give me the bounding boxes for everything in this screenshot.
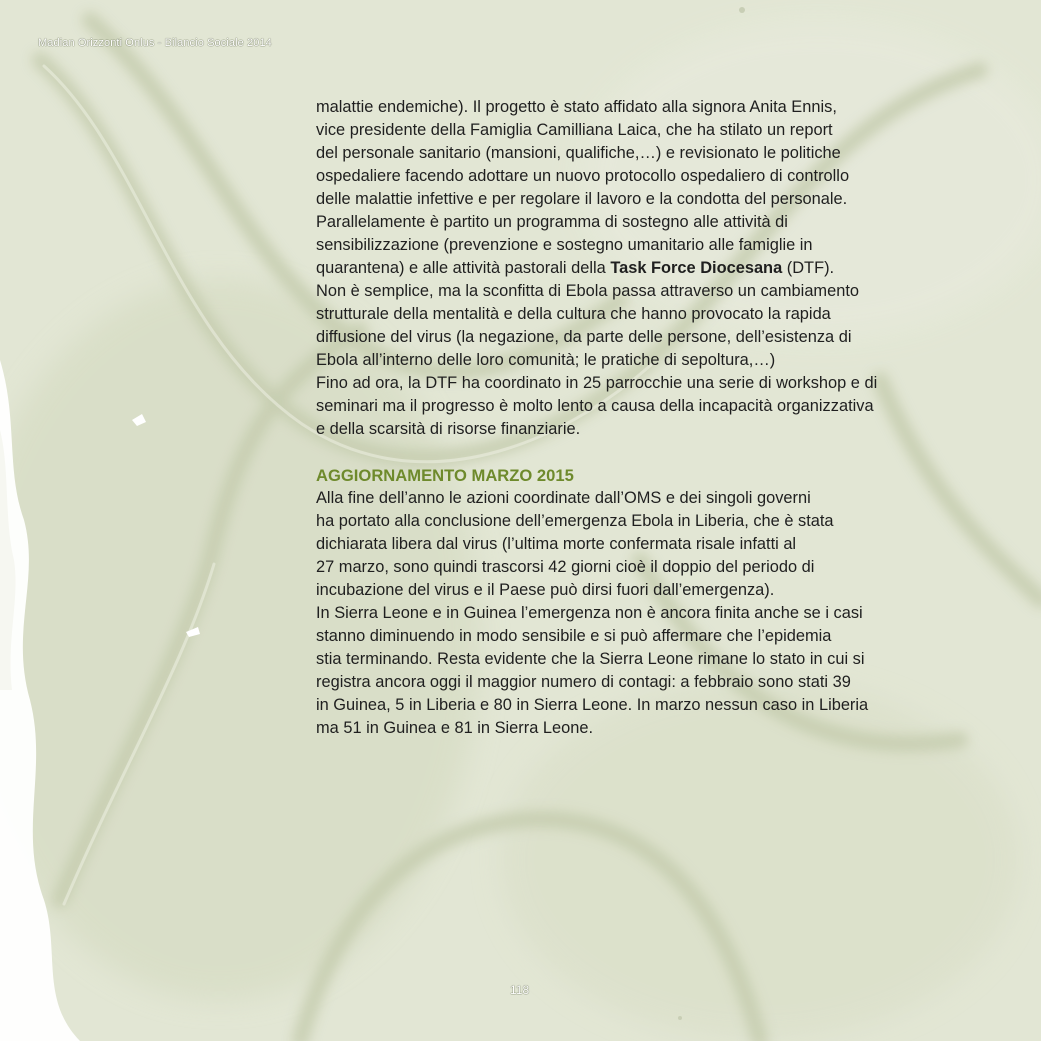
text-segment: del personale sanitario (mansioni, qualifiche,…) e revisionato le politiche	[316, 144, 841, 162]
text-segment: quarantena) e alle attività pastorali della	[316, 259, 611, 277]
text-line	[316, 142, 956, 165]
text-segment: delle malattie infettive e per regolare il lavoro e la condotta del personale.	[316, 190, 848, 208]
text-segment: vice presidente della Famiglia Camilliana Laica, che ha stilato un report	[316, 121, 833, 139]
text-line	[316, 257, 956, 280]
main-text	[316, 96, 956, 740]
text-line	[316, 395, 956, 418]
text-line	[316, 326, 956, 349]
text-line	[316, 119, 956, 142]
text-segment: diffusione del virus (la negazione, da parte delle persone, dell’esistenza di	[316, 328, 852, 346]
text-segment: ospedaliere facendo adottare un nuovo protocollo ospedaliero di controllo	[316, 167, 850, 185]
text-segment: Parallelamente è partito un programma di sostegno alle attività di	[316, 213, 788, 231]
text-line	[316, 671, 956, 694]
text-line	[316, 234, 956, 257]
text-segment: ha portato alla conclusione dell’emergenza Ebola in Liberia, che è stata	[316, 512, 834, 530]
text-line	[316, 717, 956, 740]
text-line	[316, 303, 956, 326]
text-segment: In Sierra Leone e in Guinea l’emergenza non è ancora finita anche se i casi	[316, 604, 863, 622]
text-line	[316, 579, 956, 602]
text-line	[316, 165, 956, 188]
text-line	[316, 625, 956, 648]
text-segment: in Guinea, 5 in Liberia e 80 in Sierra Leone. In marzo nessun caso in Liberia	[316, 696, 869, 714]
text-line	[316, 280, 956, 303]
text-segment: dichiarata libera dal virus (l’ultima morte confermata risale infatti al	[316, 535, 797, 553]
text-segment: stanno diminuendo in modo sensibile e si può affermare che l’epidemia	[316, 627, 832, 645]
text-line	[316, 349, 956, 372]
text-segment: malattie endemiche). Il progetto è stato affidato alla signora Anita Ennis,	[316, 98, 837, 116]
text-segment: seminari ma il progresso è molto lento a causa della incapacità organizzativa	[316, 397, 874, 415]
text-segment: incubazione del virus e il Paese può dirsi fuori dall’emergenza).	[316, 581, 775, 599]
page-number: 118	[510, 983, 530, 997]
update-paragraphs	[316, 487, 956, 740]
text-line	[316, 533, 956, 556]
text-line	[316, 694, 956, 717]
text-line	[316, 510, 956, 533]
text-line	[316, 211, 956, 234]
text-line	[316, 556, 956, 579]
text-line	[316, 188, 956, 211]
text-line	[316, 648, 956, 671]
text-line	[316, 96, 956, 119]
text-segment: e della scarsità di risorse finanziarie.	[316, 420, 581, 438]
text-segment: Non è semplice, ma la sconfitta di Ebola passa attraverso un cambiamento	[316, 282, 859, 300]
running-header: Madian Orizzonti Onlus - Bilancio Sociale 2014	[38, 37, 272, 49]
text-line	[316, 372, 956, 395]
text-line	[316, 487, 956, 510]
text-segment: registra ancora oggi il maggior numero di contagi: a febbraio sono stati 39	[316, 673, 851, 691]
text-segment: ma 51 in Guinea e 81 in Sierra Leone.	[316, 719, 594, 737]
section-heading: AGGIORNAMENTO MARZO 2015	[316, 466, 574, 485]
text-segment: (DTF).	[782, 259, 835, 277]
text-segment: 27 marzo, sono quindi trascorsi 42 giorni cioè il doppio del periodo di	[316, 558, 815, 576]
text-segment: Alla fine dell’anno le azioni coordinate dall’OMS e dei singoli governi	[316, 489, 811, 507]
text-line	[316, 418, 956, 441]
text-segment: Fino ad ora, la DTF ha coordinato in 25 parrocchie una serie di workshop e di	[316, 374, 878, 392]
section-gap	[316, 441, 956, 464]
text-line	[316, 602, 956, 625]
text-segment: strutturale della mentalità e della cultura che hanno provocato la rapida	[316, 305, 831, 323]
text-segment: Ebola all’interno delle loro comunità; le pratiche di sepoltura,…)	[316, 351, 776, 369]
intro-paragraphs	[316, 96, 956, 441]
text-segment: stia terminando. Resta evidente che la Sierra Leone rimane lo stato in cui si	[316, 650, 865, 668]
bold-term: Task Force Diocesana	[610, 259, 783, 277]
text-segment: sensibilizzazione (prevenzione e sostegno umanitario alle famiglie in	[316, 236, 813, 254]
